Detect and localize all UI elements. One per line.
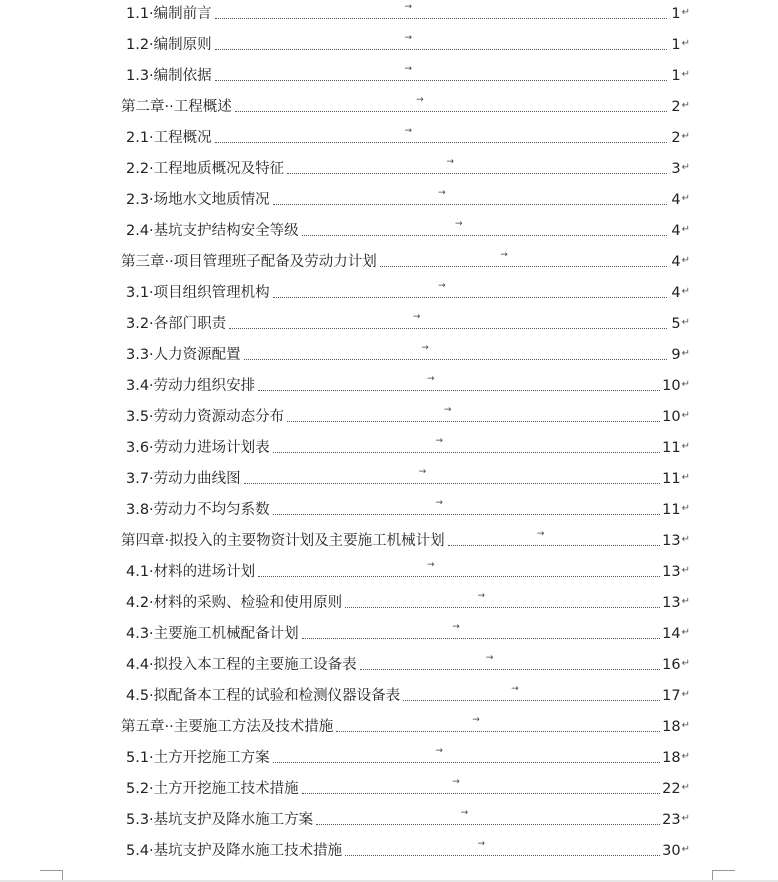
toc-page-number: 16 bbox=[662, 657, 681, 673]
toc-section-entry[interactable] bbox=[126, 373, 690, 395]
toc-section-entry[interactable] bbox=[126, 156, 690, 178]
toc-leader-dots bbox=[244, 343, 667, 360]
toc-page-number: 18 bbox=[662, 750, 681, 766]
toc-page-number: 9 bbox=[671, 347, 681, 363]
toc-page-number: 13 bbox=[662, 564, 681, 580]
toc-leader-dots bbox=[273, 281, 667, 298]
toc-entry-title: 5.3·基坑支护及降水施工方案 bbox=[126, 812, 314, 828]
toc-section-entry[interactable] bbox=[126, 497, 690, 519]
paragraph-mark-icon: ↵ bbox=[681, 379, 690, 390]
paragraph-mark-icon: ↵ bbox=[681, 38, 690, 49]
paragraph-mark-icon: ↵ bbox=[681, 751, 690, 762]
paragraph-mark-icon: ↵ bbox=[681, 813, 690, 824]
toc-leader-dots bbox=[229, 312, 666, 329]
paragraph-mark-icon: ↵ bbox=[681, 69, 690, 80]
tab-mark-icon: → bbox=[421, 343, 429, 353]
tab-mark-icon: → bbox=[435, 746, 443, 756]
tab-mark-icon: → bbox=[443, 405, 452, 415]
toc-entry-title: 1.1·编制前言 bbox=[126, 6, 212, 22]
toc-entry-title: 4.3·主要施工机械配备计划 bbox=[126, 626, 299, 642]
toc-leader-dots bbox=[302, 777, 660, 794]
paragraph-mark-icon: ↵ bbox=[681, 162, 690, 173]
toc-entry-title: 2.4·基坑支护结构安全等级 bbox=[126, 223, 299, 239]
paragraph-mark-icon: ↵ bbox=[681, 193, 690, 204]
toc-leader-dots bbox=[360, 653, 660, 670]
toc-chapter-entry[interactable] bbox=[121, 528, 690, 550]
toc-entry-title: 5.4·基坑支护及降水施工技术措施 bbox=[126, 843, 343, 859]
tab-mark-icon: → bbox=[435, 498, 443, 508]
toc-leader-dots bbox=[345, 591, 660, 608]
toc-chapter-entry[interactable] bbox=[121, 714, 690, 736]
tab-mark-icon: → bbox=[404, 126, 413, 136]
toc-section-entry[interactable] bbox=[126, 745, 690, 767]
toc-section-entry[interactable] bbox=[126, 187, 690, 209]
tab-mark-icon: → bbox=[404, 33, 413, 43]
toc-page-number: 1 bbox=[671, 6, 681, 22]
tab-mark-icon: → bbox=[404, 2, 413, 12]
toc-section-entry[interactable] bbox=[126, 63, 690, 85]
toc-entry-title: 1.2·编制原则 bbox=[126, 37, 212, 53]
toc-leader-dots bbox=[215, 33, 667, 50]
toc-entry-title: 1.3·编制依据 bbox=[126, 68, 212, 84]
toc-page-number: 17 bbox=[662, 688, 681, 704]
toc-entry-title: 第五章··主要施工方法及技术措施 bbox=[121, 719, 334, 735]
toc-page-number: 4 bbox=[671, 192, 681, 208]
toc-leader-dots bbox=[215, 2, 667, 19]
toc-page-number: 11 bbox=[662, 502, 681, 518]
tab-mark-icon: → bbox=[452, 622, 460, 632]
toc-section-entry[interactable] bbox=[126, 776, 690, 798]
toc-entry-title: 2.2·工程地质概况及特征 bbox=[126, 161, 285, 177]
tab-mark-icon: → bbox=[460, 808, 469, 818]
paragraph-mark-icon: ↵ bbox=[681, 503, 690, 514]
toc-section-entry[interactable] bbox=[126, 218, 690, 240]
toc-page-number: 14 bbox=[662, 626, 681, 642]
toc-entry-title: 3.4·劳动力组织安排 bbox=[126, 378, 256, 394]
toc-page-number: 13 bbox=[662, 595, 681, 611]
toc-page-number: 1 bbox=[671, 68, 681, 84]
toc-entry-title: 第三章··项目管理班子配备及劳动力计划 bbox=[121, 254, 377, 270]
tab-mark-icon: → bbox=[536, 529, 545, 539]
tab-mark-icon: → bbox=[446, 157, 455, 167]
toc-page-number: 2 bbox=[671, 130, 681, 146]
paragraph-mark-icon: ↵ bbox=[681, 720, 690, 731]
toc-page-number: 10 bbox=[662, 409, 681, 425]
toc-entry-title: 3.1·项目组织管理机构 bbox=[126, 285, 270, 301]
tab-mark-icon: → bbox=[438, 281, 446, 291]
toc-page-number: 22 bbox=[662, 781, 681, 797]
toc-section-entry[interactable] bbox=[126, 404, 690, 426]
tab-mark-icon: → bbox=[427, 374, 435, 384]
toc-entry-title: 第二章··工程概述 bbox=[121, 99, 232, 115]
paragraph-mark-icon: ↵ bbox=[681, 782, 690, 793]
toc-leader-dots bbox=[380, 250, 667, 267]
toc-page-number: 13 bbox=[662, 533, 681, 549]
toc-section-entry[interactable] bbox=[126, 466, 690, 488]
toc-page-number: 18 bbox=[662, 719, 681, 735]
toc-leader-dots bbox=[345, 839, 660, 856]
toc-entry-title: 3.6·劳动力进场计划表 bbox=[126, 440, 270, 456]
toc-section-entry[interactable] bbox=[126, 435, 690, 457]
toc-page-number: 30 bbox=[662, 843, 681, 859]
toc-leader-dots bbox=[403, 684, 660, 701]
toc-page-number: 4 bbox=[671, 254, 681, 270]
tab-mark-icon: → bbox=[485, 653, 494, 663]
toc-section-entry[interactable] bbox=[126, 652, 690, 674]
toc-entry-title: 5.1·土方开挖施工方案 bbox=[126, 750, 270, 766]
tab-mark-icon: → bbox=[404, 64, 413, 74]
toc-page-number: 4 bbox=[671, 223, 681, 239]
toc-page-number: 11 bbox=[662, 440, 681, 456]
toc-leader-dots bbox=[235, 95, 667, 112]
toc-entry-title: 3.7·劳动力曲线图 bbox=[126, 471, 241, 487]
tab-mark-icon: → bbox=[477, 591, 485, 601]
toc-leader-dots bbox=[244, 467, 660, 484]
tab-mark-icon: → bbox=[412, 312, 421, 322]
toc-page-number: 11 bbox=[662, 471, 681, 487]
toc-section-entry[interactable] bbox=[126, 590, 690, 612]
toc-leader-dots bbox=[215, 126, 667, 143]
paragraph-mark-icon: ↵ bbox=[681, 317, 690, 328]
paragraph-mark-icon: ↵ bbox=[681, 844, 690, 855]
toc-leader-dots bbox=[215, 64, 667, 81]
toc-entry-title: 3.8·劳动力不均匀系数 bbox=[126, 502, 270, 518]
paragraph-mark-icon: ↵ bbox=[681, 255, 690, 266]
toc-leader-dots bbox=[336, 715, 660, 732]
toc-page-number: 1 bbox=[671, 37, 681, 53]
toc-leader-dots bbox=[448, 529, 661, 546]
paragraph-mark-icon: ↵ bbox=[681, 100, 690, 111]
paragraph-mark-icon: ↵ bbox=[681, 441, 690, 452]
paragraph-mark-icon: ↵ bbox=[681, 627, 690, 638]
toc-chapter-entry[interactable] bbox=[121, 94, 690, 116]
toc-section-entry[interactable] bbox=[126, 807, 690, 829]
toc-page-number: 5 bbox=[671, 316, 681, 332]
toc-entry-title: 2.1·工程概况 bbox=[126, 130, 212, 146]
tab-mark-icon: → bbox=[454, 219, 463, 229]
toc-page-number: 3 bbox=[671, 161, 681, 177]
tab-mark-icon: → bbox=[477, 839, 485, 849]
toc-page-number: 23 bbox=[662, 812, 681, 828]
tab-mark-icon: → bbox=[511, 684, 519, 694]
toc-section-entry[interactable] bbox=[126, 342, 690, 364]
toc-leader-dots bbox=[316, 808, 660, 825]
toc-leader-dots bbox=[273, 188, 667, 205]
toc-section-entry[interactable] bbox=[126, 125, 690, 147]
paragraph-mark-icon: ↵ bbox=[681, 286, 690, 297]
toc-leader-dots bbox=[273, 436, 660, 453]
toc-leader-dots bbox=[273, 498, 660, 515]
toc-entry-title: 3.3·人力资源配置 bbox=[126, 347, 241, 363]
toc-entry-title: 4.5·拟配备本工程的试验和检测仪器设备表 bbox=[126, 688, 401, 704]
toc-page-number: 10 bbox=[662, 378, 681, 394]
paragraph-mark-icon: ↵ bbox=[681, 658, 690, 669]
toc-entry-title: 2.3·场地水文地质情况 bbox=[126, 192, 270, 208]
toc-leader-dots bbox=[302, 219, 667, 236]
tab-mark-icon: → bbox=[416, 95, 424, 105]
toc-chapter-entry[interactable] bbox=[121, 249, 690, 271]
tab-mark-icon: → bbox=[418, 467, 427, 477]
toc-leader-dots bbox=[273, 746, 660, 763]
toc-leader-dots bbox=[287, 405, 660, 422]
toc-entry-title: 3.5·劳动力资源动态分布 bbox=[126, 409, 285, 425]
tab-mark-icon: → bbox=[452, 777, 460, 787]
tab-mark-icon: → bbox=[435, 436, 443, 446]
toc-leader-dots bbox=[302, 622, 660, 639]
paragraph-mark-icon: ↵ bbox=[681, 7, 690, 18]
toc-section-entry[interactable] bbox=[126, 838, 690, 860]
paragraph-mark-icon: ↵ bbox=[681, 131, 690, 142]
paragraph-mark-icon: ↵ bbox=[681, 689, 690, 700]
toc-entry-title: 5.2·土方开挖施工技术措施 bbox=[126, 781, 299, 797]
toc-entry-title: 3.2·各部门职责 bbox=[126, 316, 227, 332]
tab-mark-icon: → bbox=[500, 250, 508, 260]
toc-entry-title: 第四章·拟投入的主要物资计划及主要施工机械计划 bbox=[121, 533, 445, 549]
toc-section-entry[interactable] bbox=[126, 683, 690, 705]
toc-section-entry[interactable] bbox=[126, 1, 690, 23]
toc-section-entry[interactable] bbox=[126, 32, 690, 54]
toc-page-number: 4 bbox=[671, 285, 681, 301]
toc-leader-dots bbox=[287, 157, 666, 174]
tab-mark-icon: → bbox=[472, 715, 480, 725]
toc-leader-dots bbox=[258, 560, 660, 577]
toc-section-entry[interactable] bbox=[126, 311, 690, 333]
tab-mark-icon: → bbox=[438, 188, 446, 198]
toc-entry-title: 4.1·材料的进场计划 bbox=[126, 564, 256, 580]
tab-mark-icon: → bbox=[427, 560, 435, 570]
paragraph-mark-icon: ↵ bbox=[681, 224, 690, 235]
toc-section-entry[interactable] bbox=[126, 621, 690, 643]
paragraph-mark-icon: ↵ bbox=[681, 596, 690, 607]
paragraph-mark-icon: ↵ bbox=[681, 472, 690, 483]
paragraph-mark-icon: ↵ bbox=[681, 410, 690, 421]
paragraph-mark-icon: ↵ bbox=[681, 565, 690, 576]
toc-leader-dots bbox=[258, 374, 660, 391]
toc-section-entry[interactable] bbox=[126, 280, 690, 302]
paragraph-mark-icon: ↵ bbox=[681, 534, 690, 545]
toc-section-entry[interactable] bbox=[126, 559, 690, 581]
toc-page-number: 2 bbox=[671, 99, 681, 115]
toc-entry-title: 4.4·拟投入本工程的主要施工设备表 bbox=[126, 657, 357, 673]
paragraph-mark-icon: ↵ bbox=[681, 348, 690, 359]
toc-entry-title: 4.2·材料的采购、检验和使用原则 bbox=[126, 595, 343, 611]
